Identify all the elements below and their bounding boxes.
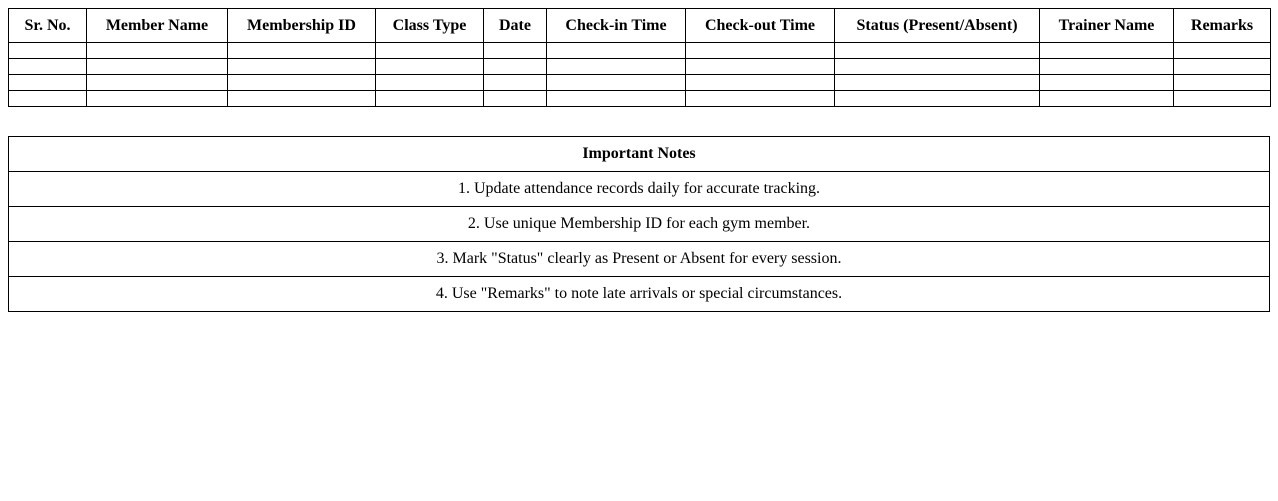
attendance-table	[8, 8, 1271, 107]
table-cell[interactable]	[9, 75, 87, 91]
table-cell[interactable]	[376, 75, 484, 91]
table-row	[9, 43, 1271, 59]
table-cell[interactable]	[376, 59, 484, 75]
table-cell[interactable]	[228, 75, 376, 91]
table-row	[9, 91, 1271, 107]
list-item	[9, 172, 1270, 207]
table-cell[interactable]	[547, 91, 686, 107]
notes-title: Important Notes	[9, 137, 1270, 172]
table-cell[interactable]	[9, 91, 87, 107]
table-cell[interactable]	[484, 43, 547, 59]
table-cell[interactable]	[547, 75, 686, 91]
note-text: 1. Update attendance records daily for accurate tracking.	[9, 172, 1270, 207]
table-cell[interactable]	[835, 91, 1040, 107]
note-text: 4. Use "Remarks" to note late arrivals or special circumstances.	[9, 277, 1270, 312]
table-cell[interactable]	[1174, 75, 1271, 91]
table-cell[interactable]	[686, 59, 835, 75]
table-cell[interactable]	[376, 91, 484, 107]
table-row	[9, 75, 1271, 91]
table-cell[interactable]	[1174, 43, 1271, 59]
table-cell[interactable]	[1040, 59, 1174, 75]
list-item	[9, 277, 1270, 312]
table-cell[interactable]	[1040, 91, 1174, 107]
column-header-sr-no: Sr. No.	[9, 9, 87, 43]
table-cell[interactable]	[686, 91, 835, 107]
table-cell[interactable]	[1040, 75, 1174, 91]
column-header-membership-id: Membership ID	[228, 9, 376, 43]
table-cell[interactable]	[87, 59, 228, 75]
column-header-remarks: Remarks	[1174, 9, 1271, 43]
table-cell[interactable]	[484, 75, 547, 91]
table-cell[interactable]	[228, 91, 376, 107]
table-cell[interactable]	[87, 43, 228, 59]
column-header-check-in-time: Check-in Time	[547, 9, 686, 43]
table-cell[interactable]	[87, 75, 228, 91]
important-notes-table	[8, 136, 1270, 312]
attendance-header-row	[9, 9, 1271, 43]
list-item	[9, 207, 1270, 242]
table-row	[9, 59, 1271, 75]
table-cell[interactable]	[1040, 43, 1174, 59]
column-header-date: Date	[484, 9, 547, 43]
table-cell[interactable]	[547, 59, 686, 75]
note-text: 3. Mark "Status" clearly as Present or Absent for every session.	[9, 242, 1270, 277]
table-cell[interactable]	[484, 91, 547, 107]
table-cell[interactable]	[228, 59, 376, 75]
column-header-member-name: Member Name	[87, 9, 228, 43]
table-cell[interactable]	[484, 59, 547, 75]
table-cell[interactable]	[87, 91, 228, 107]
table-cell[interactable]	[228, 43, 376, 59]
table-cell[interactable]	[9, 43, 87, 59]
table-cell[interactable]	[547, 43, 686, 59]
notes-header-row	[9, 137, 1270, 172]
table-cell[interactable]	[835, 43, 1040, 59]
table-cell[interactable]	[835, 59, 1040, 75]
table-cell[interactable]	[1174, 91, 1271, 107]
column-header-class-type: Class Type	[376, 9, 484, 43]
table-cell[interactable]	[1174, 59, 1271, 75]
column-header-status: Status (Present/Absent)	[835, 9, 1040, 43]
list-item	[9, 242, 1270, 277]
note-text: 2. Use unique Membership ID for each gym member.	[9, 207, 1270, 242]
table-cell[interactable]	[376, 43, 484, 59]
table-cell[interactable]	[686, 43, 835, 59]
table-cell[interactable]	[686, 75, 835, 91]
table-cell[interactable]	[9, 59, 87, 75]
column-header-trainer-name: Trainer Name	[1040, 9, 1174, 43]
column-header-check-out-time: Check-out Time	[686, 9, 835, 43]
table-cell[interactable]	[835, 75, 1040, 91]
